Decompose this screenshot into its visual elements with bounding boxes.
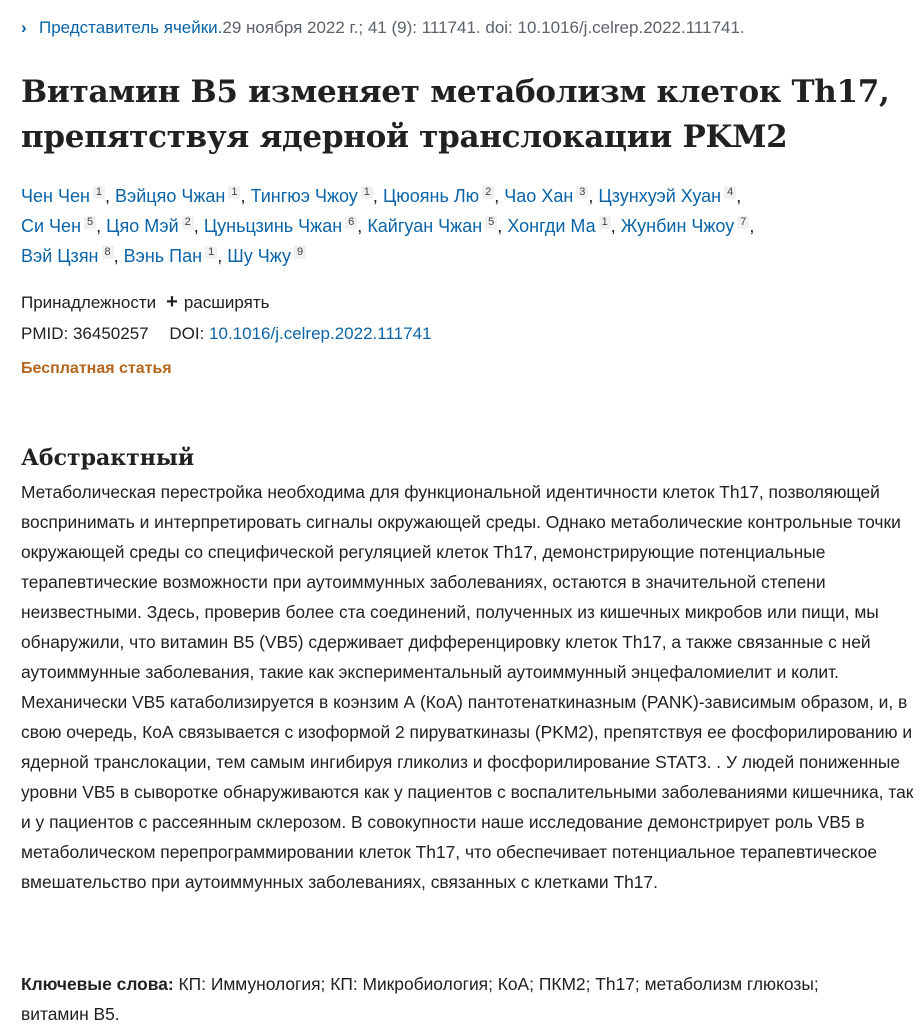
author-link[interactable]: Цзунхуэй Хуан bbox=[598, 186, 722, 206]
affiliation-number[interactable]: 4 bbox=[724, 186, 736, 199]
affiliations-label: Принадлежности bbox=[21, 293, 157, 312]
pmid-value: 36450257 bbox=[72, 324, 149, 343]
affiliation-number[interactable]: 6 bbox=[345, 216, 357, 229]
plus-icon[interactable]: + bbox=[166, 291, 178, 313]
affiliation-number[interactable]: 5 bbox=[84, 216, 96, 229]
author-item: Цюоянь Лю 2 , bbox=[382, 186, 505, 206]
affiliation-number[interactable]: 9 bbox=[294, 246, 306, 259]
author-link[interactable]: Чао Хан bbox=[504, 186, 574, 206]
affiliation-number[interactable]: 1 bbox=[93, 186, 105, 199]
keywords-section bbox=[21, 969, 891, 1029]
author-list bbox=[21, 181, 916, 271]
author-item: Цзунхуэй Хуан 4 , bbox=[598, 186, 742, 206]
journal-link[interactable]: Представитель ячейки. bbox=[39, 18, 223, 37]
author-item: Вэйцяо Чжан 1 , bbox=[115, 186, 251, 206]
author-item: Цяо Мэй 2 , bbox=[106, 216, 204, 236]
author-link[interactable]: Чен Чен bbox=[21, 186, 90, 206]
author-link[interactable]: Цяо Мэй bbox=[106, 216, 179, 236]
author-link[interactable]: Вэй Цзян bbox=[21, 246, 99, 266]
affiliation-number[interactable]: 1 bbox=[599, 216, 611, 229]
doi-label: DOI: bbox=[169, 324, 205, 343]
author-item: Чен Чен 1 , bbox=[21, 186, 116, 206]
chevron-right-icon[interactable]: › bbox=[21, 18, 27, 37]
affiliation-number[interactable]: 2 bbox=[182, 216, 194, 229]
affiliation-number[interactable]: 7 bbox=[737, 216, 749, 229]
author-item bbox=[227, 246, 306, 266]
pmid-label: PMID: bbox=[21, 324, 69, 343]
author-link[interactable]: Си Чен bbox=[21, 216, 82, 236]
affiliation-number[interactable]: 5 bbox=[485, 216, 497, 229]
author-item: Вэнь Пан 1 , bbox=[123, 246, 228, 266]
affiliations-toggle[interactable] bbox=[21, 290, 269, 315]
author-link[interactable]: Жунбин Чжоу bbox=[620, 216, 735, 236]
free-article-badge: Бесплатная статья bbox=[21, 360, 172, 377]
keywords-label: Ключевые слова: bbox=[21, 974, 174, 994]
affiliation-number[interactable]: 1 bbox=[361, 186, 373, 199]
author-item: Хонгди Ма 1 , bbox=[507, 216, 621, 236]
author-link[interactable]: Шу Чжу bbox=[227, 246, 291, 266]
author-item: Си Чен 5 , bbox=[21, 216, 107, 236]
citation-details: 29 ноября 2022 г.; 41 (9): 111741. doi: 10.1016/j.celrep.2022.111741. bbox=[222, 18, 745, 37]
author-link[interactable]: Цуньцзинь Чжан bbox=[203, 216, 343, 236]
author-link[interactable]: Кайгуан Чжан bbox=[367, 216, 483, 236]
author-item: Кайгуан Чжан 5 , bbox=[367, 216, 508, 236]
author-item: Чао Хан 3 , bbox=[504, 186, 599, 206]
author-link[interactable]: Вэйцяо Чжан bbox=[115, 186, 226, 206]
doi-link[interactable]: 10.1016/j.celrep.2022.111741 bbox=[209, 324, 432, 343]
citation-line bbox=[21, 16, 921, 40]
author-link[interactable]: Вэнь Пан bbox=[123, 246, 203, 266]
affiliation-number[interactable]: 2 bbox=[482, 186, 494, 199]
keywords-text: КП: Иммунология; КП: Микробиология; КоА; ПКМ2; Th17; метаболизм глюкозы; витамин B5. bbox=[21, 974, 819, 1024]
author-item: Жунбин Чжоу 7 , bbox=[620, 216, 755, 236]
article-title: Витамин B5 изменяет метаболизм клеток Th17, препятствуя ядерной транслокации PKM2 bbox=[21, 74, 890, 155]
article-ids bbox=[21, 322, 431, 346]
expand-label[interactable]: расширять bbox=[183, 293, 270, 312]
affiliation-number[interactable]: 1 bbox=[205, 246, 217, 259]
author-item: Вэй Цзян 8 , bbox=[21, 246, 124, 266]
author-item: Цуньцзинь Чжан 6 , bbox=[203, 216, 368, 236]
author-link[interactable]: Хонгди Ма bbox=[507, 216, 596, 236]
author-link[interactable]: Цюоянь Лю bbox=[382, 186, 480, 206]
author-link[interactable]: Тингюэ Чжоу bbox=[250, 186, 358, 206]
abstract-heading: Абстрактный bbox=[21, 445, 195, 472]
affiliation-number[interactable]: 1 bbox=[228, 186, 240, 199]
affiliation-number[interactable]: 8 bbox=[102, 246, 114, 259]
author-item: Тингюэ Чжоу 1 , bbox=[250, 186, 383, 206]
abstract-text: Метаболическая перестройка необходима для функциональной идентичности клеток Th17, позволяющей воспринимать и интерпретировать сигналы окружающей среды. Однако метаболические контрольные точки окружающей среды со специфической регуляцией клеток Th17, демонстрирующие потенциальные терапевтические возможности при аутоиммунных заболеваниях, остаются в значительной степени неизвестными. Здесь, проверив более ста соединений, полученных из кишечных микробов или пищи, мы обнаружили, что витамин B5 (VB5) сдерживает дифференцировку клеток Th17, а также связанные с ней аутоиммунные заболевания, такие как экспериментальный аутоиммунный энцефаломиелит и колит. Механически VB5 катаболизируется в коэнзим А (КоА) пантотенаткиназным (PANK)-зависимым образом, и, в свою очередь, КоА связывается с изоформой 2 пируваткиназы (PKM2), препятствуя ее фосфорилированию и ядерной транслокации, тем самым ингибируя гликолиз и фосфорилирование STAT3. . У людей пониженные уровни VB5 в сыворотке обнаруживаются как у пациентов с воспалительными заболеваниями кишечника, так и у пациентов с рассеянным склерозом. В совокупности наше исследование демонстрирует роль VB5 в метаболическом перепрограммировании клеток Th17, что обеспечивает потенциальное терапевтическое вмешательство при аутоиммунных заболеваниях, связанных с клетками Th17. bbox=[21, 482, 914, 892]
affiliation-number[interactable]: 3 bbox=[576, 186, 588, 199]
